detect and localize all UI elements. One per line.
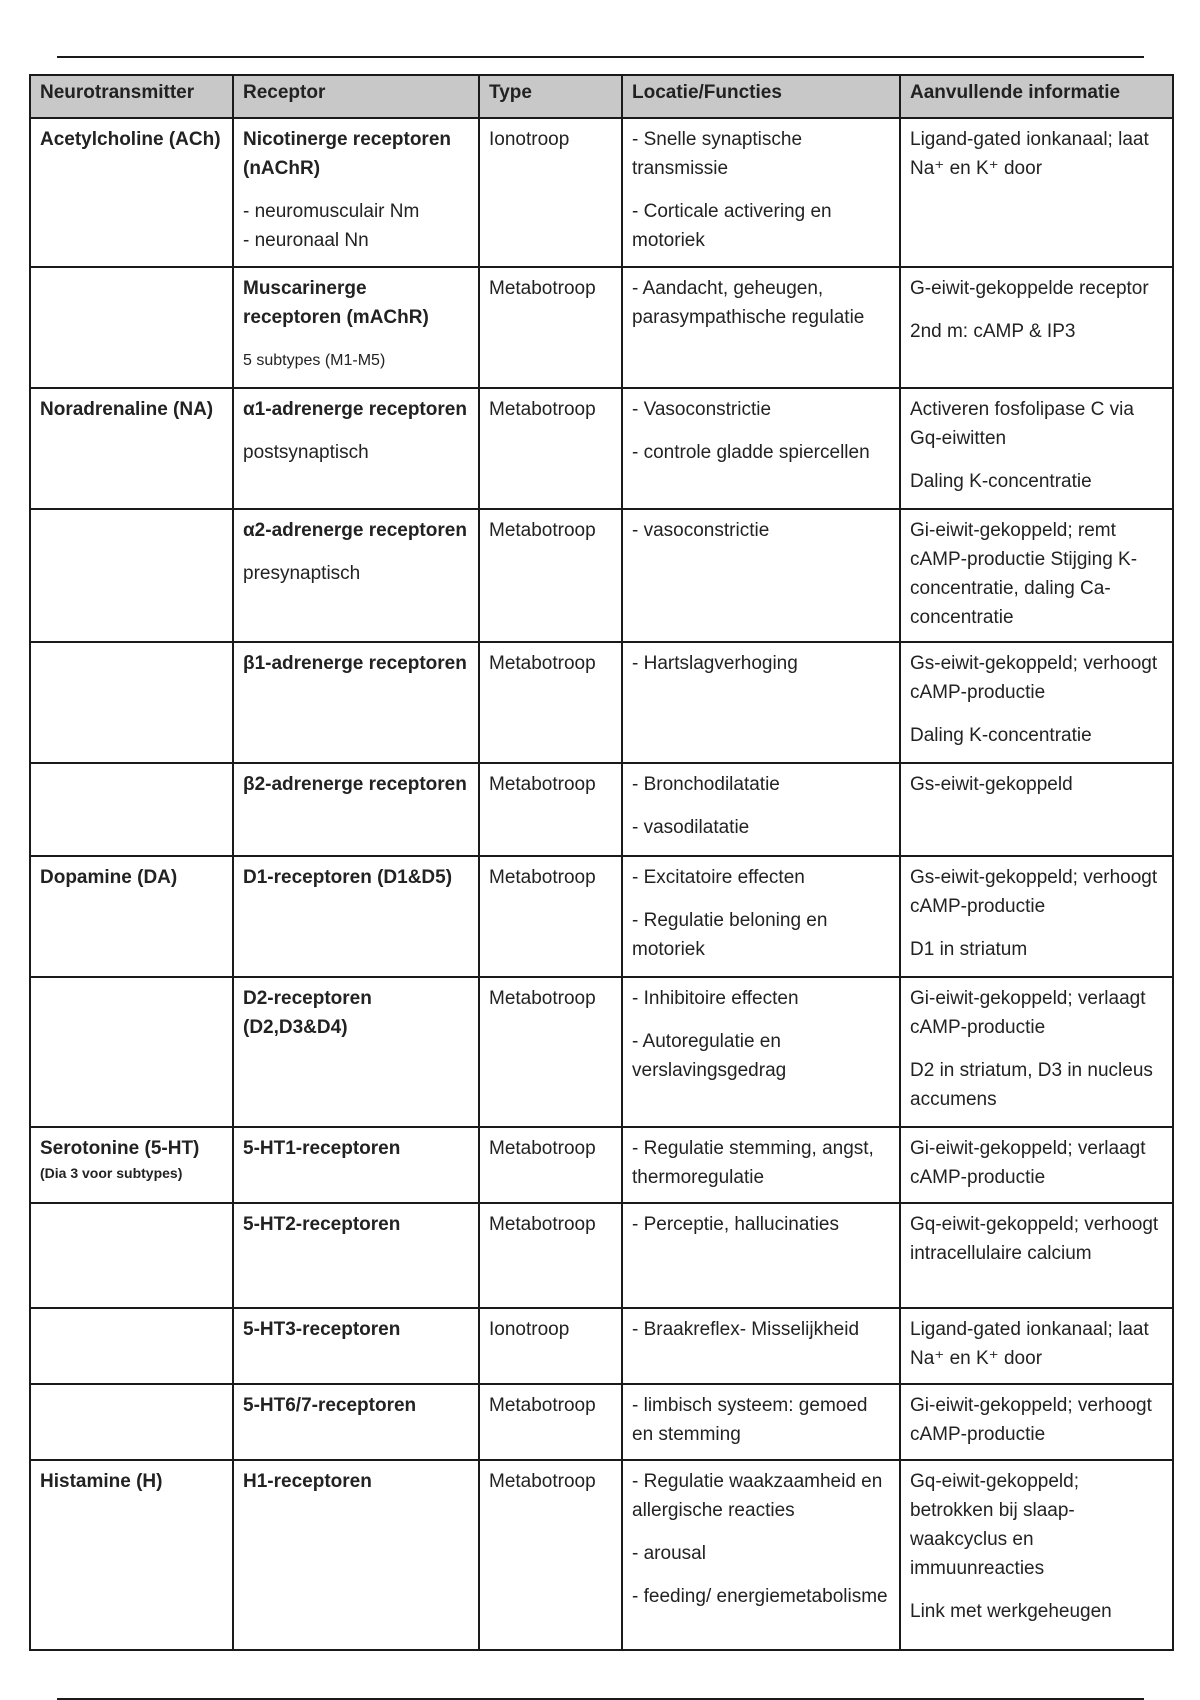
receptor-name: 5-HT3-receptoren <box>243 1319 401 1340</box>
function-line: - Regulatie waakzaamheid en allergische reacties <box>632 1471 883 1521</box>
cell-type: Metabotroop <box>479 1203 622 1308</box>
info-line: Daling K-concentratie <box>910 471 1092 492</box>
info-line: Gi-eiwit-gekoppeld; verlaagt cAMP-productie <box>910 1138 1146 1188</box>
info-line: Gi-eiwit-gekoppeld; verlaagt cAMP-productie <box>910 988 1146 1038</box>
cell-receptor <box>233 1203 479 1308</box>
info-line: Gs-eiwit-gekoppeld; verhoogt cAMP-productie <box>910 653 1158 703</box>
neurotransmitter-note: (Dia 3 voor subtypes) <box>40 1165 183 1181</box>
cell-type: Metabotroop <box>479 856 622 977</box>
receptor-subtype: - neuromusculair Nm <box>243 201 420 222</box>
cell-neurotransmitter <box>30 267 233 388</box>
info-line: Daling K-concentratie <box>910 725 1092 746</box>
receptor-name: 5-HT6/7-receptoren <box>243 1395 417 1416</box>
cell-neurotransmitter <box>30 509 233 642</box>
info-line: 2nd m: cAMP & IP3 <box>910 321 1076 342</box>
function-line: - limbisch systeem: gemoed en stemming <box>632 1395 868 1445</box>
cell-aanvullende-informatie <box>900 977 1173 1127</box>
cell-neurotransmitter <box>30 388 233 509</box>
neurotransmitter-name: Acetylcholine (ACh) <box>40 129 221 150</box>
cell-type: Metabotroop <box>479 267 622 388</box>
header-neurotransmitter: Neurotransmitter <box>30 75 233 118</box>
table-row <box>30 509 1173 642</box>
cell-receptor <box>233 1127 479 1203</box>
receptor-name: D1-receptoren (D1&D5) <box>243 867 453 888</box>
cell-type: Metabotroop <box>479 388 622 509</box>
info-line: D2 in striatum, D3 in nucleus accumens <box>910 1060 1153 1110</box>
cell-aanvullende-informatie <box>900 267 1173 388</box>
cell-locatie-functies <box>622 763 900 856</box>
cell-aanvullende-informatie <box>900 118 1173 267</box>
info-line: D1 in striatum <box>910 939 1028 960</box>
receptor-name: H1-receptoren <box>243 1471 372 1492</box>
header-locatie-functies: Locatie/Functies <box>622 75 900 118</box>
cell-locatie-functies <box>622 1460 900 1650</box>
info-line: Ligand-gated ionkanaal; laat Na⁺ en K⁺ door <box>910 1319 1149 1369</box>
function-line: - Snelle synaptische transmissie <box>632 129 803 179</box>
header-aanvullende-informatie: Aanvullende informatie <box>900 75 1173 118</box>
cell-neurotransmitter <box>30 1127 233 1203</box>
function-line: - Autoregulatie en verslavingsgedrag <box>632 1031 787 1081</box>
table-row <box>30 118 1173 267</box>
cell-aanvullende-informatie <box>900 388 1173 509</box>
cell-locatie-functies <box>622 1127 900 1203</box>
cell-receptor <box>233 642 479 763</box>
cell-neurotransmitter <box>30 1308 233 1384</box>
info-line: Activeren fosfolipase C via Gq-eiwitten <box>910 399 1134 449</box>
cell-receptor <box>233 977 479 1127</box>
cell-neurotransmitter <box>30 1460 233 1650</box>
receptor-name: 5-HT1-receptoren <box>243 1138 401 1159</box>
cell-receptor <box>233 267 479 388</box>
function-line: - controle gladde spiercellen <box>632 442 870 463</box>
info-line: G-eiwit-gekoppelde receptor <box>910 278 1149 299</box>
cell-receptor <box>233 1308 479 1384</box>
info-line: Gi-eiwit-gekoppeld; verhoogt cAMP-productie <box>910 1395 1152 1445</box>
function-line: - Regulatie beloning en motoriek <box>632 910 828 960</box>
table-row <box>30 763 1173 856</box>
cell-locatie-functies <box>622 509 900 642</box>
function-line: - vasoconstrictie <box>632 520 770 541</box>
cell-aanvullende-informatie <box>900 763 1173 856</box>
header-row <box>30 75 1173 118</box>
cell-type: Ionotroop <box>479 118 622 267</box>
function-line: - Corticale activering en motoriek <box>632 201 832 251</box>
cell-receptor <box>233 856 479 977</box>
cell-locatie-functies <box>622 856 900 977</box>
info-line: Gs-eiwit-gekoppeld; verhoogt cAMP-productie <box>910 867 1158 917</box>
receptor-name: α1-adrenerge receptoren <box>243 399 467 420</box>
cell-aanvullende-informatie <box>900 1127 1173 1203</box>
receptor-subtype: - neuronaal Nn <box>243 230 369 251</box>
cell-neurotransmitter <box>30 763 233 856</box>
receptor-name: D2-receptoren (D2,D3&D4) <box>243 988 372 1038</box>
cell-type: Metabotroop <box>479 1460 622 1650</box>
receptor-name: Nicotinerge receptoren (nAChR) <box>243 129 451 179</box>
neurotransmitter-name: Noradrenaline (NA) <box>40 399 214 420</box>
cell-type: Metabotroop <box>479 763 622 856</box>
function-line: - Braakreflex- Misselijkheid <box>632 1319 860 1340</box>
info-line: Gq-eiwit-gekoppeld; verhoogt intracellulaire calcium <box>910 1214 1159 1264</box>
table-row <box>30 1384 1173 1460</box>
info-line: Gq-eiwit-gekoppeld; betrokken bij slaap-waakcyclus en immuunreacties <box>910 1471 1079 1579</box>
cell-locatie-functies <box>622 1308 900 1384</box>
cell-neurotransmitter <box>30 642 233 763</box>
cell-neurotransmitter <box>30 118 233 267</box>
cell-neurotransmitter <box>30 1203 233 1308</box>
cell-type: Ionotroop <box>479 1308 622 1384</box>
cell-locatie-functies <box>622 1384 900 1460</box>
cell-locatie-functies <box>622 267 900 388</box>
info-line: Ligand-gated ionkanaal; laat Na⁺ en K⁺ door <box>910 129 1149 179</box>
table-row <box>30 1127 1173 1203</box>
receptor-subtype: presynaptisch <box>243 563 361 584</box>
table-row <box>30 856 1173 977</box>
header-receptor: Receptor <box>233 75 479 118</box>
receptor-subtype: postsynaptisch <box>243 442 369 463</box>
function-line: - Perceptie, hallucinaties <box>632 1214 839 1235</box>
cell-aanvullende-informatie <box>900 856 1173 977</box>
table-row <box>30 1308 1173 1384</box>
cell-locatie-functies <box>622 1203 900 1308</box>
neurotransmitter-name: Serotonine (5-HT) <box>40 1138 200 1159</box>
cell-neurotransmitter <box>30 1384 233 1460</box>
info-line: Gs-eiwit-gekoppeld <box>910 774 1073 795</box>
function-line: - Regulatie stemming, angst, thermoregulatie <box>632 1138 874 1188</box>
function-line: - Inhibitoire effecten <box>632 988 799 1009</box>
neurotransmitter-name: Dopamine (DA) <box>40 867 178 888</box>
cell-neurotransmitter <box>30 856 233 977</box>
cell-type: Metabotroop <box>479 642 622 763</box>
cell-aanvullende-informatie <box>900 1460 1173 1650</box>
cell-receptor <box>233 763 479 856</box>
info-line: Link met werkgeheugen <box>910 1601 1112 1622</box>
cell-aanvullende-informatie <box>900 642 1173 763</box>
table-row <box>30 267 1173 388</box>
cell-locatie-functies <box>622 388 900 509</box>
function-line: - vasodilatatie <box>632 817 750 838</box>
table-row <box>30 642 1173 763</box>
table-row <box>30 977 1173 1127</box>
function-line: - Vasoconstrictie <box>632 399 772 420</box>
table-row <box>30 1203 1173 1308</box>
cell-receptor <box>233 1384 479 1460</box>
receptor-subtype: 5 subtypes (M1-M5) <box>243 352 386 369</box>
cell-receptor <box>233 1460 479 1650</box>
cell-neurotransmitter <box>30 977 233 1127</box>
cell-aanvullende-informatie <box>900 509 1173 642</box>
cell-receptor <box>233 388 479 509</box>
receptor-name: Muscarinerge receptoren (mAChR) <box>243 278 429 328</box>
cell-locatie-functies <box>622 642 900 763</box>
top-rule <box>57 56 1144 58</box>
table-row <box>30 388 1173 509</box>
cell-locatie-functies <box>622 977 900 1127</box>
cell-receptor <box>233 118 479 267</box>
receptor-name: β1-adrenerge receptoren <box>243 653 467 674</box>
function-line: - Aandacht, geheugen, parasympathische regulatie <box>632 278 865 328</box>
info-line: Gi-eiwit-gekoppeld; remt cAMP-productie Stijging K-concentratie, daling Ca-concentratie <box>910 520 1138 628</box>
cell-type: Metabotroop <box>479 1384 622 1460</box>
cell-receptor <box>233 509 479 642</box>
cell-type: Metabotroop <box>479 977 622 1127</box>
receptor-name: α2-adrenerge receptoren <box>243 520 467 541</box>
receptor-name: β2-adrenerge receptoren <box>243 774 467 795</box>
receptor-name: 5-HT2-receptoren <box>243 1214 401 1235</box>
header-type: Type <box>479 75 622 118</box>
function-line: - Hartslagverhoging <box>632 653 798 674</box>
table-row <box>30 1460 1173 1650</box>
function-line: - Excitatoire effecten <box>632 867 805 888</box>
function-line: - Bronchodilatatie <box>632 774 780 795</box>
cell-type: Metabotroop <box>479 509 622 642</box>
cell-type: Metabotroop <box>479 1127 622 1203</box>
neurotransmitter-name: Histamine (H) <box>40 1471 163 1492</box>
cell-locatie-functies <box>622 118 900 267</box>
function-line: - feeding/ energiemetabolisme <box>632 1586 888 1607</box>
cell-aanvullende-informatie <box>900 1384 1173 1460</box>
function-line: - arousal <box>632 1543 706 1564</box>
neurotransmitter-table <box>29 74 1174 1651</box>
cell-aanvullende-informatie <box>900 1308 1173 1384</box>
cell-aanvullende-informatie <box>900 1203 1173 1308</box>
